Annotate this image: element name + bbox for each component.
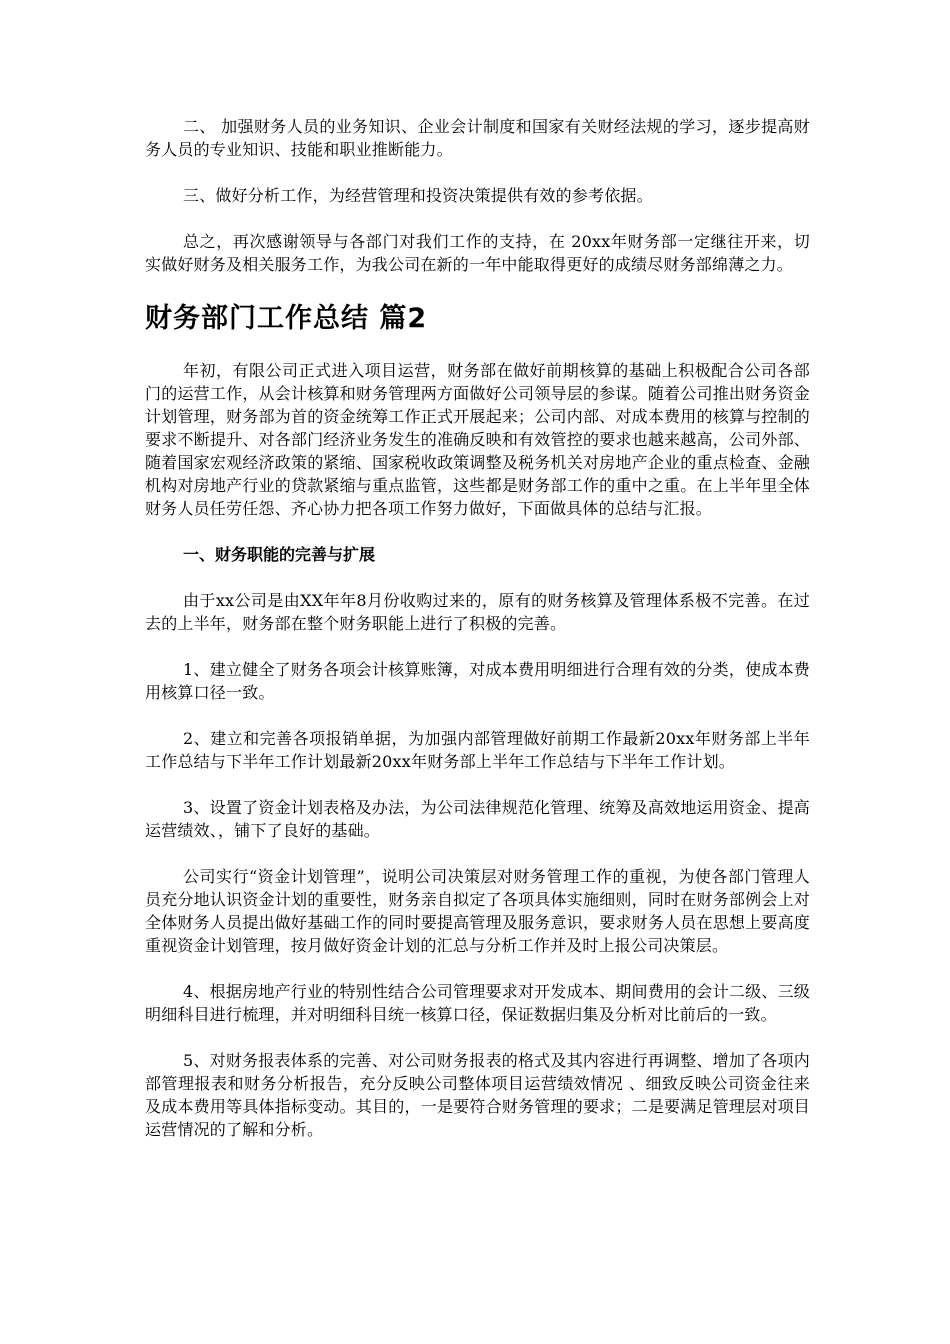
body-paragraph: 公司实行“资金计划管理”，说明公司决策层对财务管理工作的重视，为使各部门管理人员充分地认识资金计划的重要性，财务亲自拟定了各项具体实施细则，同时在财务部例会上对全体财务人员提出做好基础工作的同时要提高管理及服务意识，要求财务人员在思想上要高度重视资金计划管理，按月做好资金计划的汇总与分析工作并及时上报公司决策层。 bbox=[145, 867, 810, 955]
body-paragraph: 1、建立健全了财务各项会计核算账簿，对成本费用明细进行合理有效的分类，使成本费用核算口径一致。 bbox=[145, 660, 810, 702]
body-paragraph: 3、设置了资金计划表格及办法，为公司法律规范化管理、统筹及高效地运用资金、提高运营绩效、，铺下了良好的基础。 bbox=[145, 798, 810, 840]
body-paragraph: 由于xx公司是由XX年年8月份收购过来的，原有的财务核算及管理体系极不完善。在过去的上半年，财务部在整个财务职能上进行了积极的完善。 bbox=[145, 591, 810, 633]
body-paragraph: 5、对财务报表体系的完善、对公司财务报表的格式及其内容进行再调整、增加了各项内部管理报表和财务分析报告，充分反映公司整体项目运营绩效情况 、细致反映公司资金往来及成本费用等具体指标变动。其目的，一是要符合财务管理的要求；二是要满足管理层对项目运营情况的了解和分析。 bbox=[145, 1051, 810, 1139]
intro-paragraph-2: 二、 加强财务人员的业务知识、企业会计制度和国家有关财经法规的学习，逐步提高财务人员的专业知识、技能和职业推断能力。 bbox=[145, 117, 810, 159]
closing-paragraph: 总之，再次感谢领导与各部门对我们工作的支持，在 20xx年财务部一定继往开来，切实做好财务及相关服务工作，为我公司在新的一年中能取得更好的成绩尽财务部绵薄之力。 bbox=[145, 232, 810, 274]
section-title: 财务部门工作总结 篇2 bbox=[145, 303, 428, 334]
subsection-heading: 一、财务职能的完善与扩展 bbox=[183, 545, 376, 564]
section-intro-paragraph: 年初，有限公司正式进入项目运营，财务部在做好前期核算的基础上积极配合公司各部门的运营工作，从会计核算和财务管理两方面做好公司领导层的参谋。随着公司推出财务资金计划管理，财务部为首的资金统筹工作正式开展起来；公司内部、对成本费用的核算与控制的要求不断提升、对各部门经济业务发生的准确反映和有效管控的要求也越来越高，公司外部、随着国家宏观经济政策的紧缩、国家税收政策调整及税务机关对房地产企业的重点检查、金融机构对房地产行业的贷款紧缩与重点监管，这些都是财务部工作的重中之重。在上半年里全体财务人员任劳任怨、齐心协力把各项工作努力做好，下面做具体的总结与汇报。 bbox=[145, 361, 810, 518]
intro-paragraph-3: 三、做好分析工作，为经营管理和投资决策提供有效的参考依据。 bbox=[183, 186, 653, 205]
body-paragraph: 2、建立和完善各项报销单据，为加强内部管理做好前期工作最新20xx年财务部上半年工作总结与下半年工作计划最新20xx年财务部上半年工作总结与下半年工作计划。 bbox=[145, 729, 810, 771]
body-paragraph: 4、根据房地产行业的特别性结合公司管理要求对开发成本、期间费用的会计二级、三级明细科目进行梳理，并对明细科目统一核算口径，保证数据归集及分析对比前后的一致。 bbox=[145, 982, 810, 1024]
document-page bbox=[145, 115, 810, 1141]
